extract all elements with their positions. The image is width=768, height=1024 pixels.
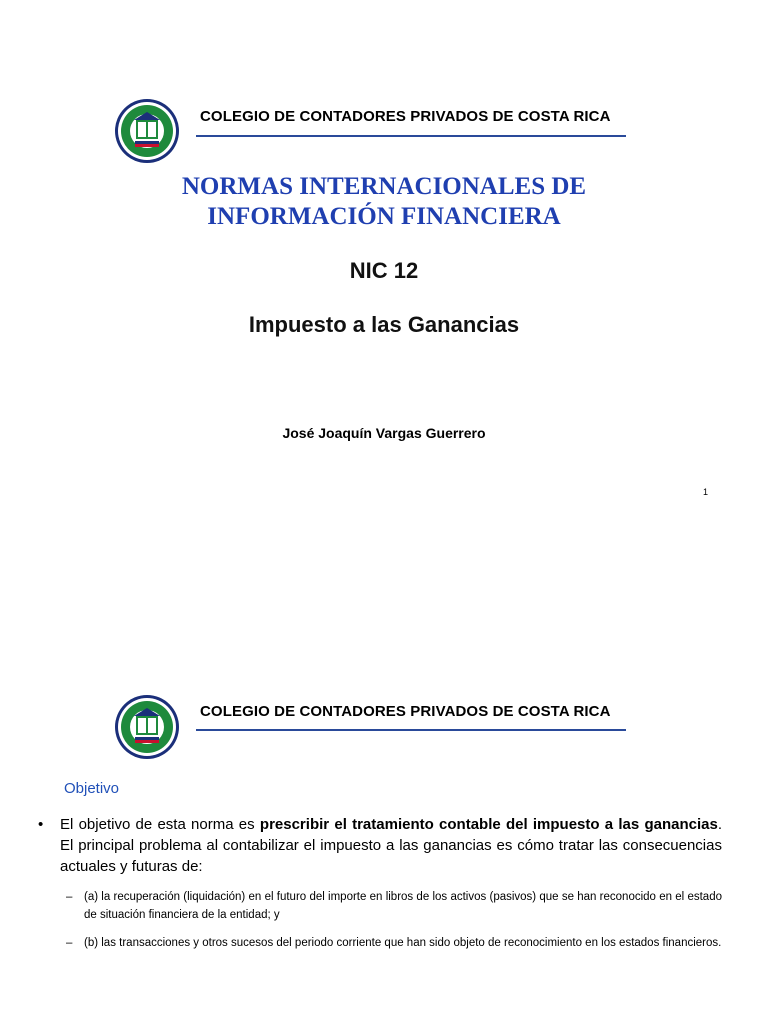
organization-header: COLEGIO DE CONTADORES PRIVADOS DE COSTA RICA: [200, 108, 611, 125]
header-divider: [196, 729, 626, 731]
bullet-text: [60, 814, 722, 877]
college-seal-logo-icon: [114, 694, 180, 760]
bullet-text-emphasis: prescribir el tratamiento contable del impuesto a las ganancias: [259, 816, 718, 833]
sub-item-a: [66, 888, 722, 924]
organization-header: COLEGIO DE CONTADORES PRIVADOS DE COSTA RICA: [200, 703, 611, 720]
presentation-title-line-1: NORMAS INTERNACIONALES DE: [181, 173, 587, 200]
section-heading-objective: Objetivo: [64, 780, 120, 797]
bullet-text-rest: . El principal problema al contabilizar el impuesto a las ganancias es cómo tratar las consecuencias actuales y futuras de:: [60, 816, 722, 875]
header-divider: [196, 135, 626, 137]
presentation-title: [0, 172, 768, 232]
slide-objective: [0, 512, 768, 1024]
presentation-title-line-2: INFORMACIÓN FINANCIERA: [207, 203, 561, 230]
page-number: 1: [703, 487, 709, 497]
objective-bullet: [40, 814, 722, 877]
sub-item-b: [66, 934, 722, 952]
standard-name: Impuesto a las Ganancias: [248, 312, 520, 337]
sub-item-marker: –: [66, 937, 73, 949]
college-seal-logo-icon: [114, 98, 180, 164]
bullet-text-intro: El objetivo de esta norma es: [60, 816, 260, 833]
sub-item-text: (b) las transacciones y otros sucesos del periodo corriente que han sido objeto de reconocimiento en los estados financieros.: [84, 937, 722, 949]
sub-item-text: (a) la recuperación (liquidación) en el futuro del importe en libros de los activos (pasivos) que se han reconocido en el estado de situación financiera de la entidad; y: [84, 891, 722, 921]
sub-item-marker: –: [66, 891, 73, 903]
bullet-marker: •: [38, 816, 44, 833]
author-name: José Joaquín Vargas Guerrero: [282, 425, 486, 441]
standard-code: NIC 12: [349, 258, 419, 283]
